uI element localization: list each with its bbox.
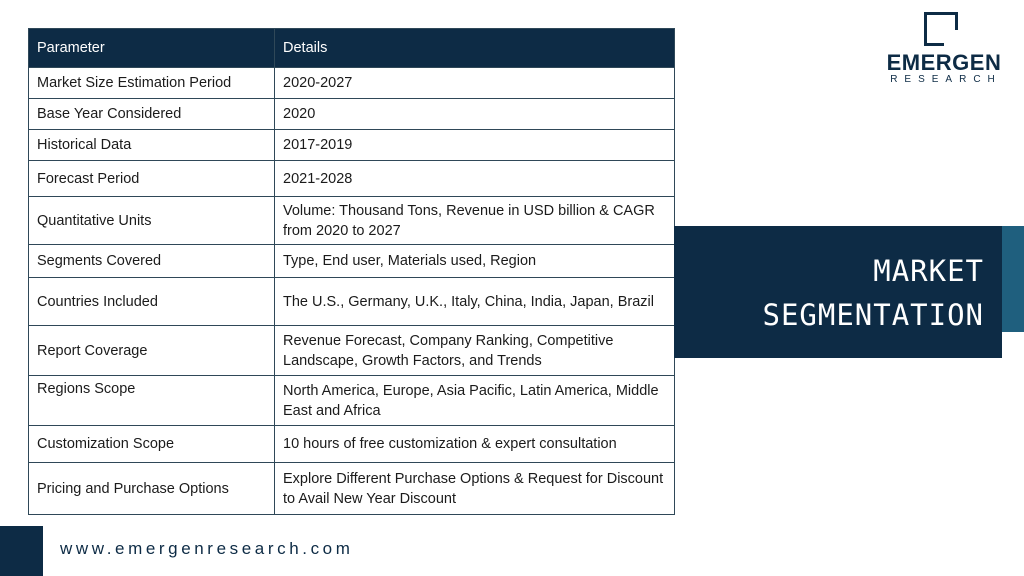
row-parameter: Pricing and Purchase Options <box>29 463 275 515</box>
table-row <box>29 99 675 130</box>
panel-accent-bar <box>1002 226 1024 332</box>
row-parameter: Forecast Period <box>29 161 275 197</box>
table-row <box>29 326 675 376</box>
table-row <box>29 463 675 515</box>
header-details: Details <box>275 29 675 68</box>
row-parameter: Quantitative Units <box>29 197 275 245</box>
row-parameter: Customization Scope <box>29 426 275 463</box>
row-parameter: Countries Included <box>29 278 275 326</box>
row-details: Type, End user, Materials used, Region <box>275 245 675 278</box>
logo-name: EMERGEN <box>886 50 1002 75</box>
table-row <box>29 245 675 278</box>
row-details: 2021-2028 <box>275 161 675 197</box>
market-segmentation-table <box>28 28 675 515</box>
market-segmentation-panel <box>674 226 1002 358</box>
table-row <box>29 376 675 426</box>
row-details: Volume: Thousand Tons, Revenue in USD billion & CAGR from 2020 to 2027 <box>275 197 675 245</box>
header-parameter: Parameter <box>29 29 275 68</box>
row-details: North America, Europe, Asia Pacific, Latin America, Middle East and Africa <box>275 376 675 426</box>
row-parameter: Report Coverage <box>29 326 275 376</box>
logo-square-gap <box>944 30 962 48</box>
footer-website-url: www.emergenresearch.com <box>60 539 354 558</box>
row-parameter: Historical Data <box>29 130 275 161</box>
row-details: Explore Different Purchase Options & Request for Discount to Avail New Year Discount <box>275 463 675 515</box>
row-parameter: Segments Covered <box>29 245 275 278</box>
table-row <box>29 197 675 245</box>
panel-title-line1: MARKET <box>873 254 984 288</box>
row-details: 2020 <box>275 99 675 130</box>
row-parameter: Market Size Estimation Period <box>29 68 275 99</box>
emergen-research-logo <box>884 12 1004 88</box>
table-row <box>29 130 675 161</box>
row-details: 2020-2027 <box>275 68 675 99</box>
panel-title-line2: SEGMENTATION <box>762 298 984 332</box>
row-parameter: Base Year Considered <box>29 99 275 130</box>
table-row <box>29 426 675 463</box>
logo-subtitle: RESEARCH <box>890 74 1002 85</box>
row-details: 10 hours of free customization & expert consultation <box>275 426 675 463</box>
table-row <box>29 278 675 326</box>
footer-corner-block <box>0 526 43 576</box>
row-details: The U.S., Germany, U.K., Italy, China, India, Japan, Brazil <box>275 278 675 326</box>
row-details: 2017-2019 <box>275 130 675 161</box>
table-row <box>29 161 675 197</box>
table-row <box>29 68 675 99</box>
row-parameter: Regions Scope <box>29 376 275 426</box>
row-details: Revenue Forecast, Company Ranking, Competitive Landscape, Growth Factors, and Trends <box>275 326 675 376</box>
table-header-row <box>29 29 675 68</box>
